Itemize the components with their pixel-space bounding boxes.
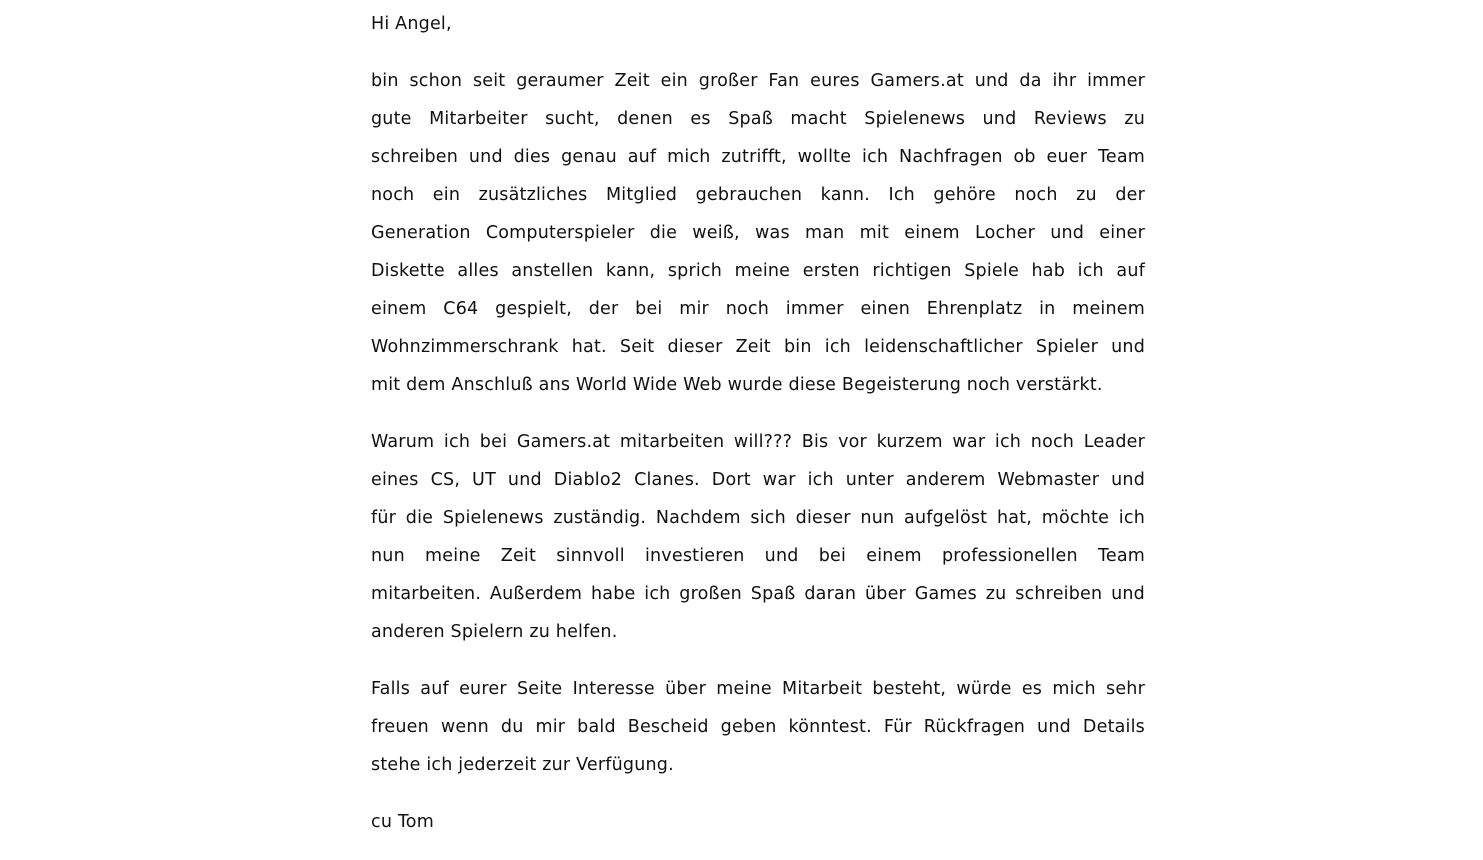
signoff-paragraph <box>371 803 1145 841</box>
text-line: noch ein zusätzliches Mitglied gebrauchen kann. Ich gehöre noch zu der <box>371 185 1145 205</box>
text-line: bin schon seit geraumer Zeit ein großer Fan eures Gamers.at und da ihr immer <box>371 71 1145 91</box>
text-line: einem C64 gespielt, der bei mir noch immer einen Ehrenplatz in meinem <box>371 299 1145 319</box>
body-paragraph <box>371 62 1145 404</box>
text-line: mit dem Anschluß ans World Wide Web wurde diese Begeisterung noch verstärkt. <box>371 375 1103 395</box>
text-line: schreiben und dies genau auf mich zutrifft, wollte ich Nachfragen ob euer Team <box>371 147 1145 167</box>
text-line: stehe ich jederzeit zur Verfügung. <box>371 755 674 775</box>
text-line: freuen wenn du mir bald Bescheid geben könntest. Für Rückfragen und Details <box>371 717 1145 737</box>
text-line: gute Mitarbeiter sucht, denen es Spaß macht Spielenews und Reviews zu <box>371 109 1145 129</box>
text-line: Wohnzimmerschrank hat. Seit dieser Zeit bin ich leidenschaftlicher Spieler und <box>371 337 1145 357</box>
text-line: anderen Spielern zu helfen. <box>371 622 618 642</box>
signoff: cu Tom <box>371 812 434 832</box>
text-line: mitarbeiten. Außerdem habe ich großen Spaß daran über Games zu schreiben und <box>371 584 1145 604</box>
body-paragraph <box>371 423 1145 651</box>
text-line: Warum ich bei Gamers.at mitarbeiten will??? Bis vor kurzem war ich noch Leader <box>371 432 1145 452</box>
text-line: Falls auf eurer Seite Interesse über meine Mitarbeit besteht, würde es mich sehr <box>371 679 1145 699</box>
text-line: Generation Computerspieler die weiß, was man mit einem Locher und einer <box>371 223 1145 243</box>
greeting-paragraph <box>371 5 1145 43</box>
text-line: nun meine Zeit sinnvoll investieren und bei einem professionellen Team <box>371 546 1145 566</box>
letter-body <box>371 5 1145 860</box>
text-line: für die Spielenews zuständig. Nachdem sich dieser nun aufgelöst hat, möchte ich <box>371 508 1145 528</box>
body-paragraph <box>371 670 1145 784</box>
greeting: Hi Angel, <box>371 14 452 34</box>
text-line: eines CS, UT und Diablo2 Clanes. Dort war ich unter anderem Webmaster und <box>371 470 1145 490</box>
text-line: Diskette alles anstellen kann, sprich meine ersten richtigen Spiele hab ich auf <box>371 261 1145 281</box>
